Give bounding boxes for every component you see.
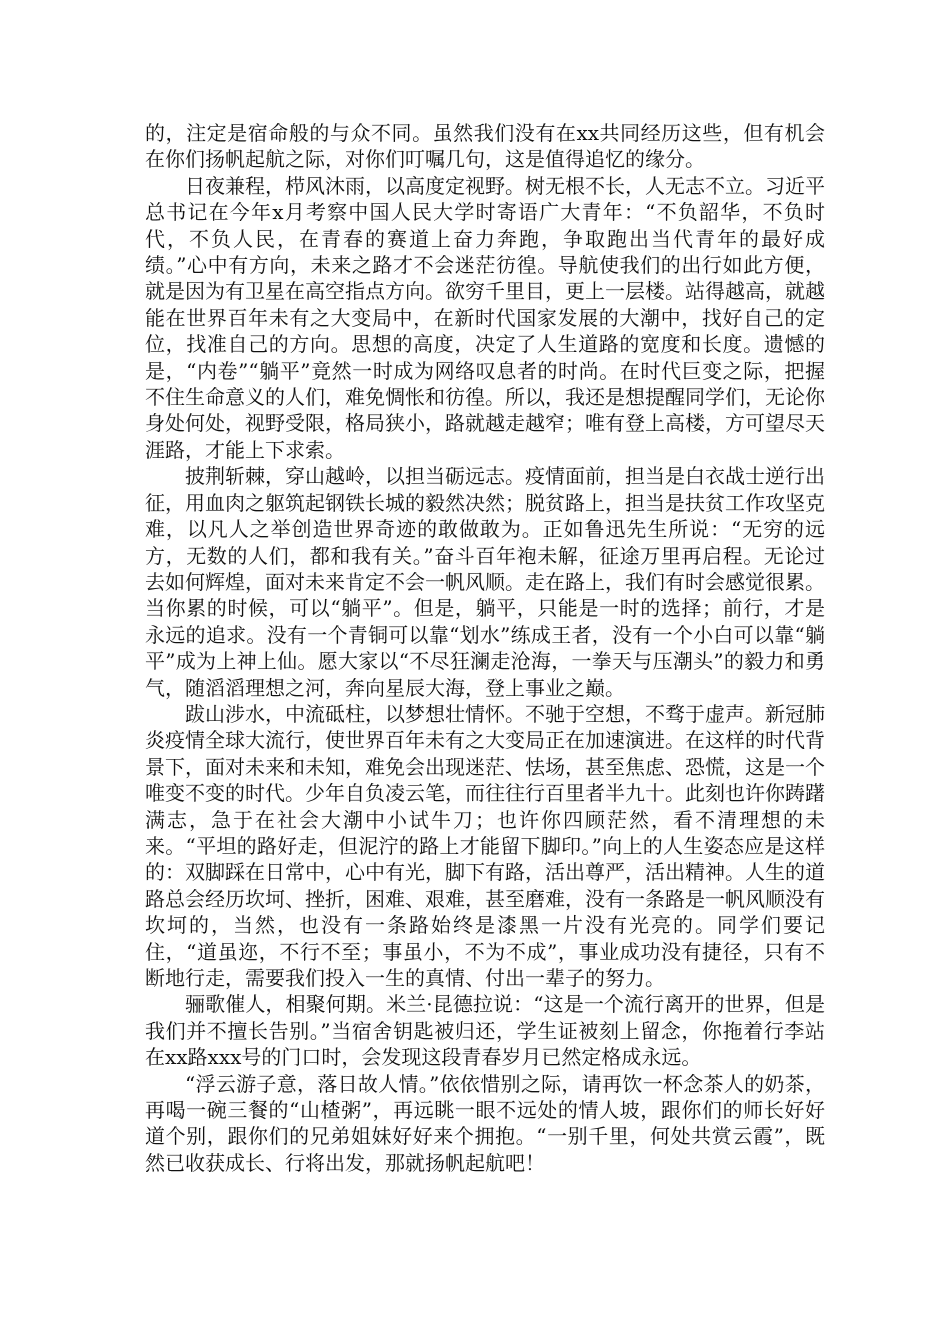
document-page [145, 120, 825, 1176]
paragraph-responsibility: 披荆斩棘，穿山越岭，以担当砺远志。疫情面前，担当是白衣战士逆行出征，用血肉之躯筑起钢铁长城的毅然决然；脱贫路上，担当是扶贫工作攻坚克难，以凡人之举创造世界奇迹的敢做敢为。正如鲁迅先生所说：“无穷的远方，无数的人们，都和我有关。”奋斗百年袍未解，征途万里再启程。无论过去如何辉煌，面对未来肯定不会一帆风顺。走在路上，我们有时会感觉很累。当你累的时候，可以“躺平”。但是，躺平，只能是一时的选择；前行，才是永远的追求。没有一个青铜可以靠“划水”练成王者，没有一个小白可以靠“躺平”成为上神上仙。愿大家以“不尽狂澜走沧海，一拳天与压潮头”的毅力和勇气，随滔滔理想之河，奔向星辰大海，登上事业之巅。 [145, 464, 825, 700]
paragraph-dream: 跋山涉水，中流砥柱，以梦想壮情怀。不驰于空想，不骛于虚声。新冠肺炎疫情全球大流行，使世界百年未有之大变局正在加速演进。在这样的时代背景下，面对未来和未知，难免会出现迷茫、怯场，甚至焦虑、恐慌，这是一个唯变不变的时代。少年自负凌云笔，而往往行百里者半九十。此刻也许你踌躇满志，急于在社会大潮中小试牛刀；也许你四顾茫然，看不清理想的未来。“平坦的路好走，但泥泞的路上才能留下脚印。”向上的人生姿态应是这样的：双脚踩在日常中，心中有光，脚下有路，活出尊严，活出精神。人生的道路总会经历坎坷、挫折，困难、艰难，甚至磨难，没有一条路是一帆风顺没有坎坷的，当然，也没有一条路始终是漆黑一片没有光亮的。同学们要记住，“道虽迩，不行不至；事虽小，不为不成”，事业成功没有捷径，只有不断地行走，需要我们投入一生的真情、付出一辈子的努力。 [145, 701, 825, 990]
paragraph-continuation: 的，注定是宿命般的与众不同。虽然我们没有在xx共同经历这些，但有机会在你们扬帆起航之际，对你们叮嘱几句，这是值得追忆的缘分。 [145, 121, 825, 172]
paragraph-vision: 日夜兼程，栉风沐雨，以高度定视野。树无根不长，人无志不立。习近平总书记在今年x月考察中国人民大学时寄语广大青年：“不负韶华，不负时代，不负人民，在青春的赛道上奋力奔跑，争取跑出当代青年的最好成绩。”心中有方向，未来之路才不会迷茫彷徨。导航使我们的出行如此方便，就是因为有卫星在高空指点方向。欲穷千里目，更上一层楼。站得越高，就越能在世界百年未有之大变局中，在新时代国家发展的大潮中，找好自己的定位，找准自己的方向。思想的高度，决定了人生道路的宽度和长度。遗憾的是，“内卷”“躺平”竟然一时成为网络叹息者的时尚。在时代巨变之际，把握不住生命意义的人们，难免惆怅和彷徨。所以，我还是想提醒同学们，无论你身处何处，视野受限，格局狭小，路就越走越窄；唯有登上高楼，方可望尽天涯路，才能上下求索。 [145, 173, 825, 462]
paragraph-farewell: 骊歌催人，相聚何期。米兰·昆德拉说：“这是一个流行离开的世界，但是我们并不擅长告别。”当宿舍钥匙被归还，学生证被刻上留念，你拖着行李站在xx路xxx号的门口时，会发现这段青春岁月已然定格成永远。 [145, 992, 825, 1070]
paragraph-closing: “浮云游子意，落日故人情。”依依惜别之际，请再饮一杯念茶人的奶茶，再喝一碗三餐的“山楂粥”，再远眺一眼不远处的情人坡，跟你们的师长好好道个别，跟你们的兄弟姐妹好好来个拥抱。“一别千里，何处共赏云霞”，既然已收获成长、行将出发，那就扬帆起航吧！ [145, 1071, 825, 1175]
